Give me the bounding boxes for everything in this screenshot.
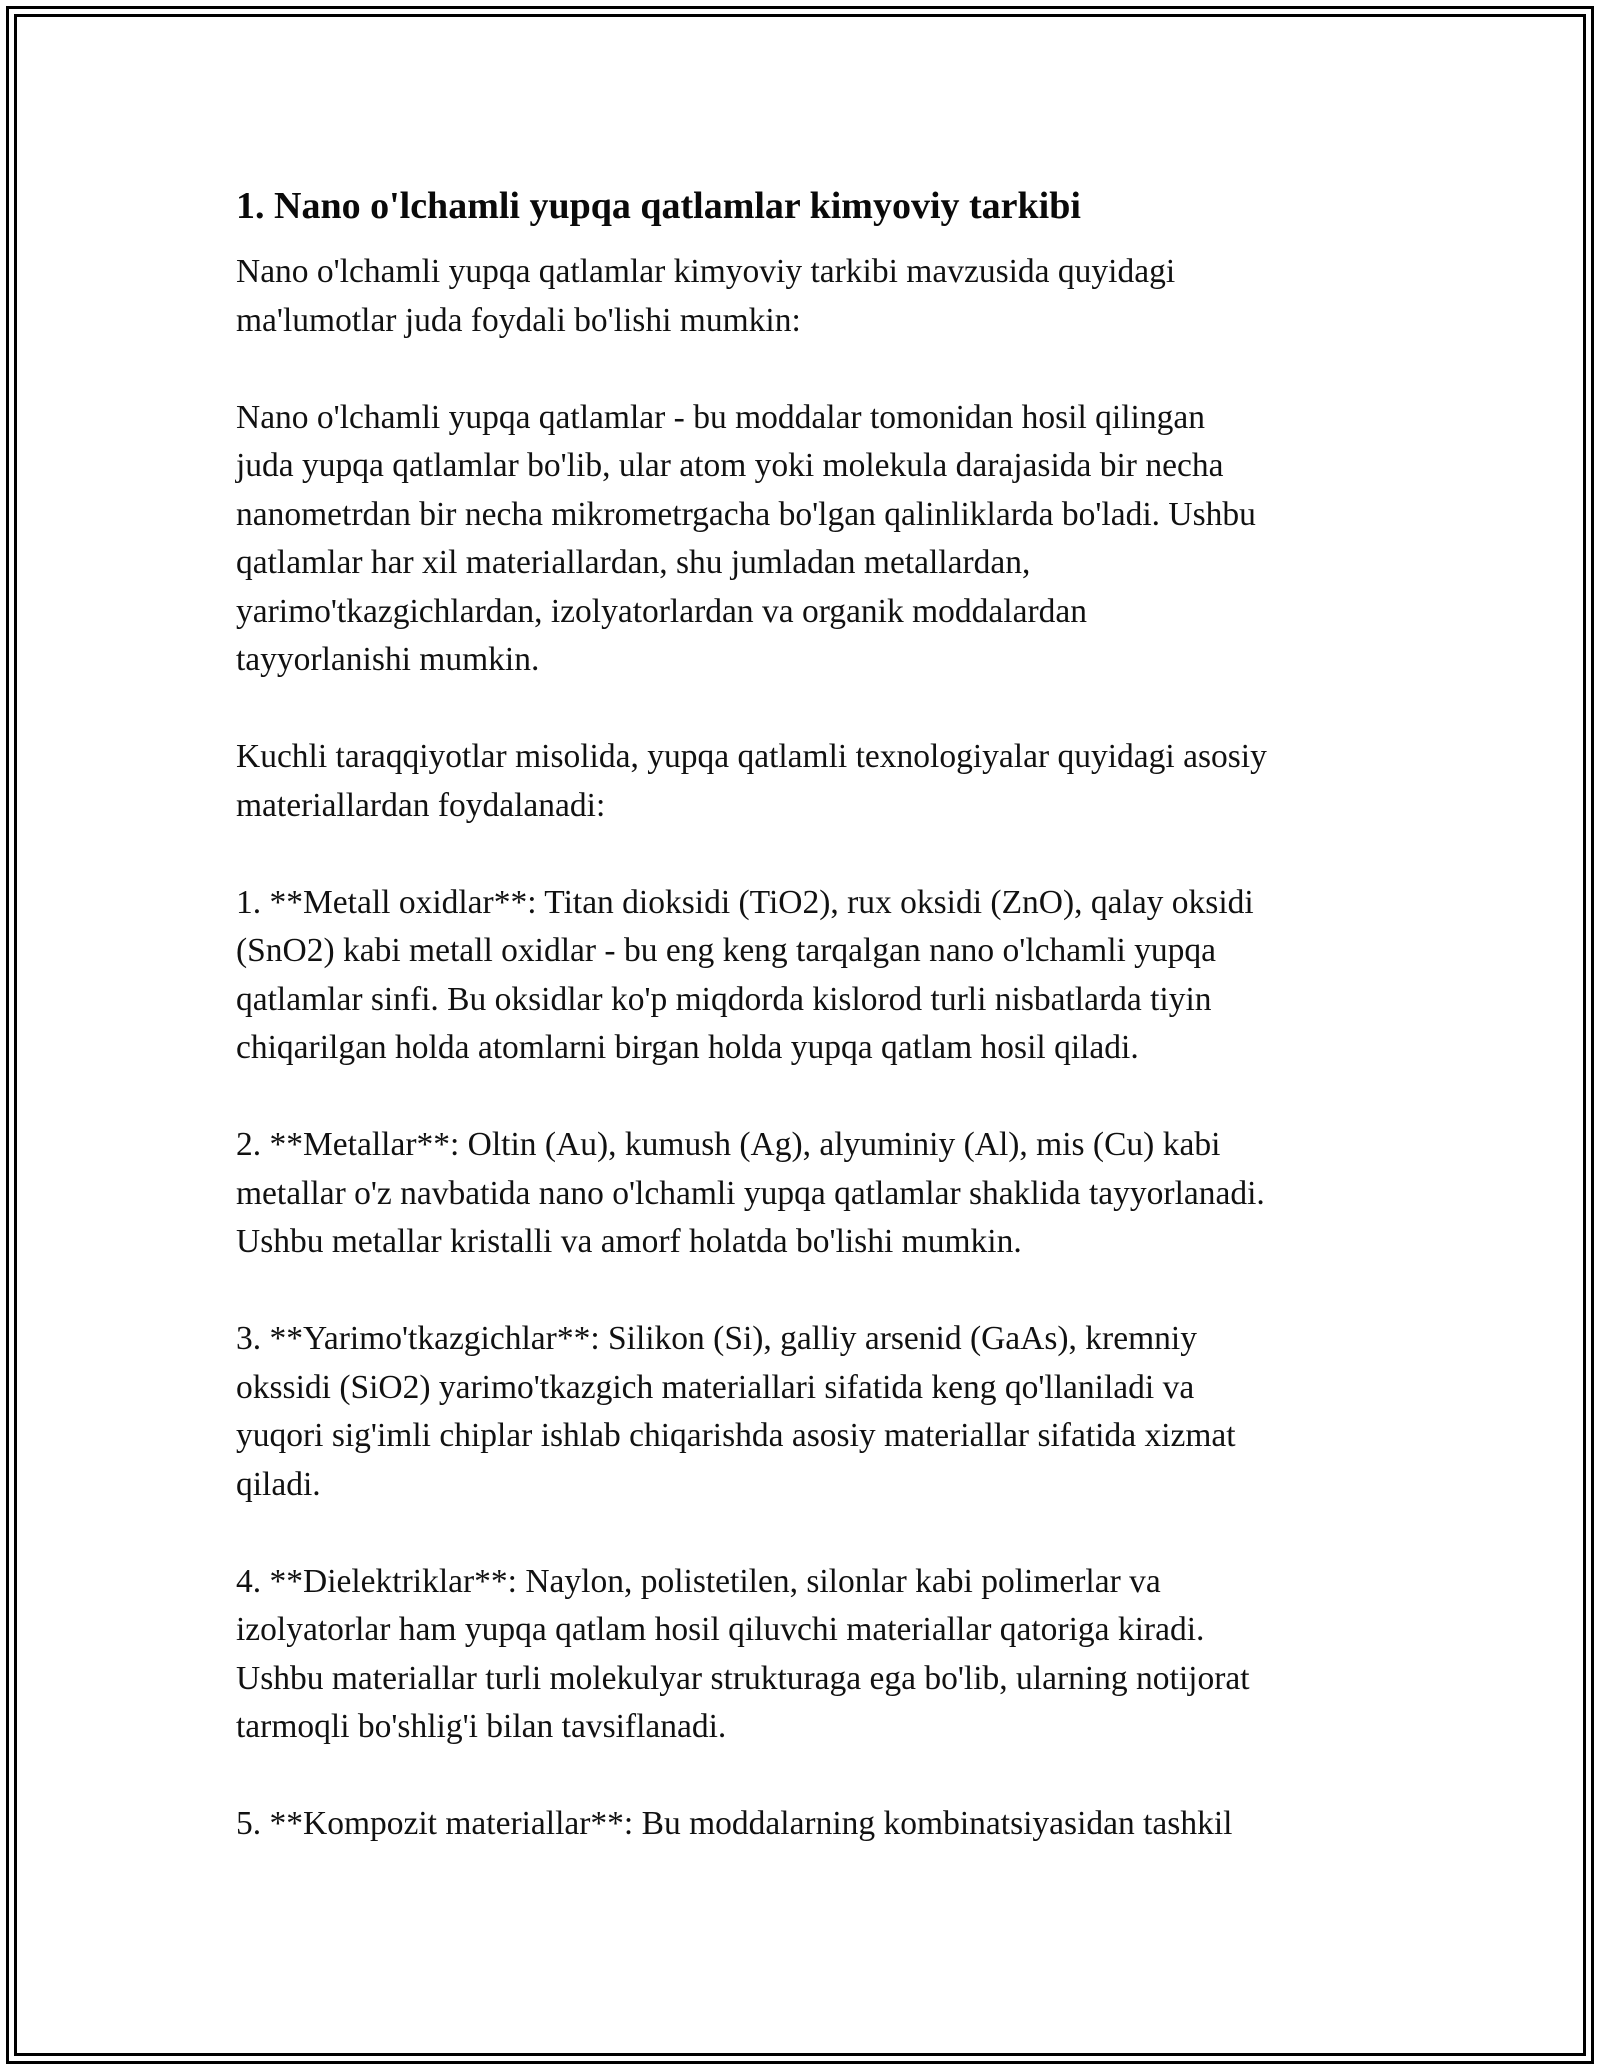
text-line: Ushbu materiallar turli molekulyar strukturaga ega bo'lib, ularning notijorat [236,1659,1250,1697]
text-line: 3. **Yarimo'tkazgichlar**: Silikon (Si), galliy arsenid (GaAs), kremniy [236,1320,1197,1357]
text-line: chiqarilgan holda atomlarni birgan holda yupqa qatlam hosil qiladi. [236,1029,1139,1066]
text-line: okssidi (SiO2) yarimo'tkazgich materiallari sifatida keng qo'llaniladi va [236,1368,1195,1406]
list-item-dielectrics [236,1558,1376,1752]
text-line: tayyorlanishi mumkin. [236,641,540,678]
text-line: ma'lumotlar juda foydali bo'lishi mumkin: [236,301,801,339]
text-line: Ushbu metallar kristalli va amorf holatda bo'lishi mumkin. [236,1223,1022,1260]
paragraph-intro [236,248,1376,345]
text-line: izolyatorlar ham yupqa qatlam hosil qiluvchi materiallar qatoriga kiradi. [236,1611,1205,1648]
text-line: 5. **Kompozit materiallar**: Bu moddalarning kombinatsiyasidan tashkil [236,1805,1233,1842]
document-body [236,182,1376,1897]
text-line: materiallardan foydalanadi: [236,786,606,824]
text-line: qiladi. [236,1465,321,1503]
paragraph-materials-intro [236,733,1376,830]
text-line: qatlamlar har xil materiallardan, shu jumladan metallardan, [236,544,1031,581]
text-line: tarmoqli bo'shlig'i bilan tavsiflanadi. [236,1708,727,1745]
text-line: Nano o'lchamli yupqa qatlamlar kimyoviy tarkibi mavzusida quyidagi [236,253,1176,290]
text-line: 1. **Metall oxidlar**: Titan dioksidi (TiO2), rux oksidi (ZnO), qalay oksidi [236,883,1254,921]
text-line: metallar o'z navbatida nano o'lchamli yupqa qatlamlar shaklida tayyorlanadi. [236,1174,1265,1212]
list-item-semiconductors [236,1315,1376,1509]
list-item-composites [236,1800,1376,1849]
text-line: Kuchli taraqqiyotlar misolida, yupqa qatlamli texnologiyalar quyidagi asosiy [236,738,1267,775]
text-line: (SnO2) kabi metall oxidlar - bu eng keng tarqalgan nano o'lchamli yupqa [236,932,1217,969]
text-line: Nano o'lchamli yupqa qatlamlar - bu moddalar tomonidan hosil qilingan [236,398,1205,436]
text-line: nanometrdan bir necha mikrometrgacha bo'lgan qalinliklarda bo'ladi. Ushbu [236,495,1256,533]
text-line: 2. **Metallar**: Oltin (Au), kumush (Ag), alyuminiy (Al), mis (Cu) kabi [236,1126,1221,1163]
text-line: yarimo'tkazgichlardan, izolyatorlardan va organik moddalardan [236,592,1087,630]
text-line: 4. **Dielektriklar**: Naylon, polistetilen, silonlar kabi polimerlar va [236,1562,1161,1600]
paragraph-definition [236,394,1376,685]
document-title: 1. Nano o'lchamli yupqa qatlamlar kimyoviy tarkibi [236,185,1081,227]
text-line: yuqori sig'imli chiplar ishlab chiqarishda asosiy materiallar sifatida xizmat [236,1417,1236,1454]
text-line: qatlamlar sinfi. Bu oksidlar ko'p miqdorda kislorod turli nisbatlarda tiyin [236,980,1212,1018]
list-item-metal-oxides [236,879,1376,1073]
list-item-metals [236,1121,1376,1267]
text-line: juda yupqa qatlamlar bo'lib, ular atom yoki molekula darajasida bir necha [236,447,1224,484]
